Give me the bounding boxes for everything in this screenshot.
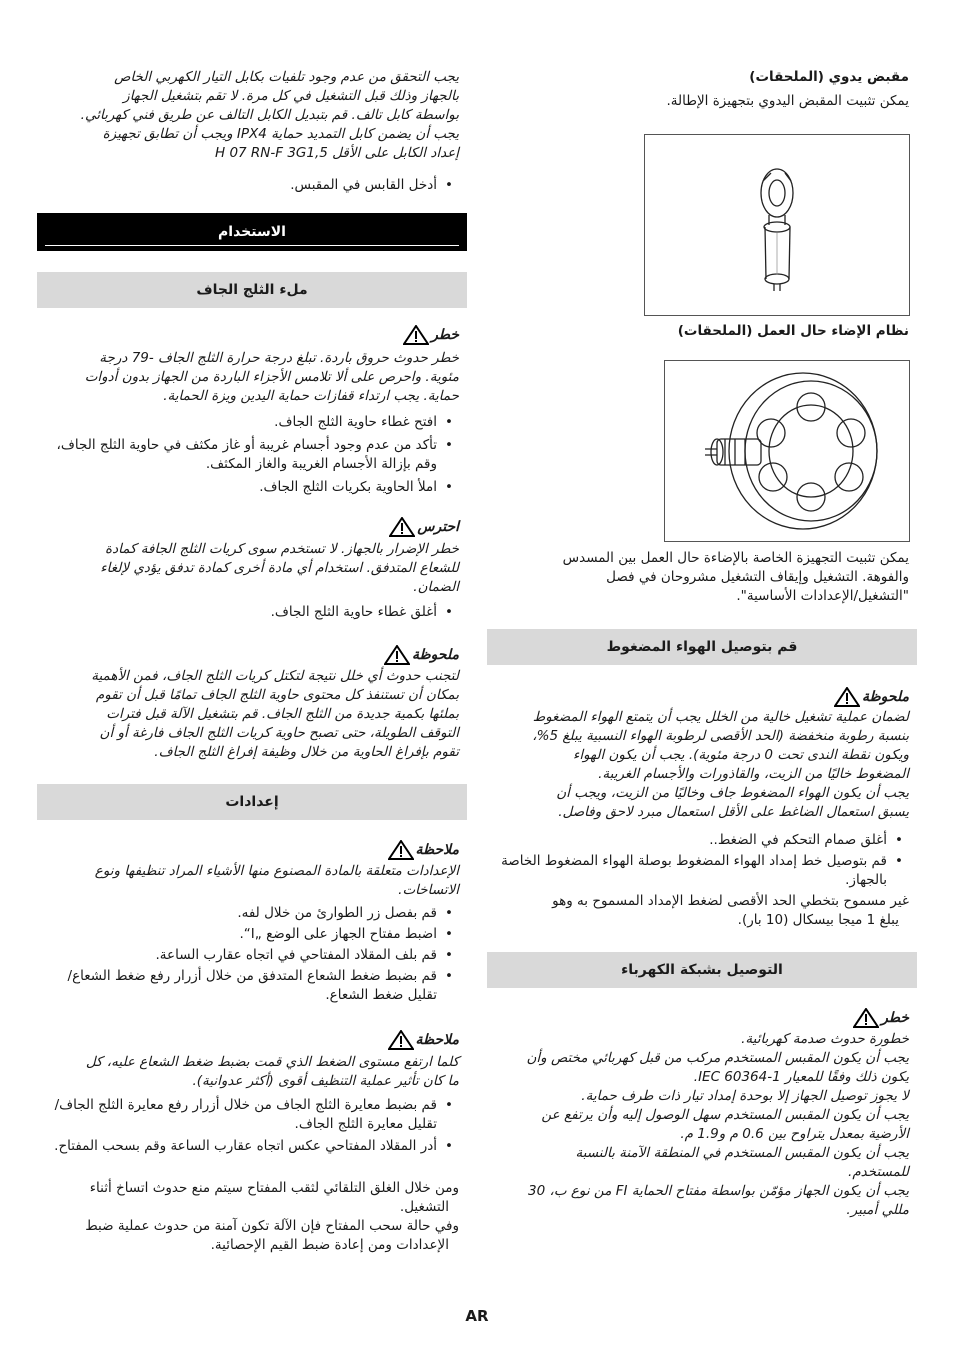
cable-check-text — [34, 68, 459, 163]
fill-warning-line: خطر حدوث حروق باردة. تبلغ درجة حرارة الثلج الجاف -79 درجة — [99, 350, 459, 366]
air-pressure-line: يبلغ 1 ميجا بيسكال (10 بار). — [737, 912, 899, 928]
warning-triangle-icon — [389, 517, 415, 537]
warning-triangle-icon — [388, 1030, 414, 1050]
list-item: • قم بضبط معايرة الثلج الجاف من خلال أزرار رفع معايرة الثلج الجاف/تقليل معايرة الثلج الجاف. — [39, 1096, 459, 1134]
air-note-line: لضمان عملية تشغيل خالية من الخلل يجب أن يتمتع الهواء المضغوط — [532, 709, 909, 725]
list-item: • أدر المقلاد المفتاحي عكس اتجاه عقارب الساعة وقم بسحب المفتاح. — [39, 1137, 459, 1156]
power-line: يكون ذلك وفقًا للمعيار IEC 60364-1. — [693, 1069, 909, 1085]
intro-line: بواسطة كابل تالف. قم بتبديل الكابل التالف عن طريق فني كهربائي. — [80, 107, 459, 123]
power-line: الأرضية بمعدل يتراوح بين 0.6 م و1.9 م. — [680, 1126, 909, 1142]
dosing-steps — [39, 1096, 459, 1156]
fill-warning-label — [403, 325, 459, 345]
list-item: • قم بفصل زر الطوارئ من خلال لفه. — [39, 904, 459, 923]
note2-body — [34, 862, 459, 900]
handle-title: مقبض يدوي (الملحقات) — [749, 69, 909, 85]
note3-text: ملاحظة — [415, 1032, 459, 1048]
air-note-label — [834, 687, 909, 707]
note1-line: بملئها بكمية جديدة من الثلج الجاف. قم بتشغيل الآلة قبل فترات — [106, 706, 459, 722]
list-item: • قم بلف المقلاد المفتاحي في اتجاه عقارب الساعة. — [39, 946, 459, 965]
list-item: • أغلق غطاء حاوية الثلج الجاف. — [29, 603, 459, 622]
closing-line: وفي حالة سحب المفتاح فإن الآلة تكون آمنة من حدوث عملية ضبط — [85, 1218, 459, 1234]
usage-chapter-heading — [37, 213, 467, 251]
power-warning-label — [853, 1008, 909, 1028]
power-line: للمستخدم. — [848, 1164, 909, 1180]
note3-line: ما كان تأثير عملية التنظيف أقوى (أكثر عدوانية). — [192, 1073, 459, 1089]
air-steps — [489, 831, 909, 930]
power-line: يجب أن يكون المقبس المستخدم مركب من قبل كهربائي مختص وأن — [526, 1050, 909, 1066]
air-note-line: ويكون نقطة الندى تحت 0 درجة مئوية). يجب أن يكون الهواء — [573, 747, 909, 763]
warning-triangle-icon — [403, 325, 429, 345]
list-item: • قم بتوصيل خط إمداد الهواء المضغوط بوصلة الهواء المضغوط الخاصة بالجهاز. — [489, 852, 909, 890]
list-item: • تأكد من عدم وجود أجسام غريبة أو غاز مكثف في حاوية الثلج الجاف، وقم بإزالة الأجسام الغريبة والغاز المكثف. — [39, 436, 459, 474]
heading-underline — [45, 245, 459, 246]
handle-figure — [644, 134, 910, 316]
note2-label — [388, 840, 460, 860]
warning-triangle-icon — [388, 840, 414, 860]
note2-line: الإعدادات متعلقة بالمادة المصنوع منها الأشياء المراد تنظيفها ونوع — [94, 863, 459, 879]
note1-line: بمكان أن تستنفذ كل محتوى حاوية الثلج الجاف تمامًا قبل أن تقوم — [95, 687, 459, 703]
caution-line: للشعاع المتدفق. استخدام أي مادة أخرى كمادة تدفق يؤدي لإلغاء — [100, 560, 459, 576]
light-figure — [664, 360, 910, 542]
note3-label — [388, 1030, 460, 1050]
closing-line: ومن خلال الغلق التلقائي لثقب المفتاح سيتم منع حدوث اتساخ أثناء — [89, 1180, 459, 1196]
closing-line: التشغيل. — [399, 1199, 449, 1215]
closing-line: الإعدادات ومن إعادة ضبط القيم الإحصائية. — [210, 1237, 449, 1253]
power-section-heading: التوصيل بشبكة الكهرباء — [487, 952, 917, 988]
power-line: لا يجوز توصيل الجهاز إلا بوحدة إمداد تيار ذات طرف حماية. — [581, 1088, 909, 1104]
power-line: يجب أن يكون المقبس المستخدم سهل الوصول إليه وأن يرتفع عن — [541, 1107, 909, 1123]
power-line: مللي أمبير. — [846, 1202, 909, 1218]
warning-triangle-icon — [853, 1008, 879, 1028]
list-item: • أدخل القابس في المقبس. — [29, 176, 459, 195]
air-note-line: يجب أن يكون الهواء المضغوط جاف وخاليًا من الزيت، ويجب أن — [556, 785, 909, 801]
caution-line: الضمان. — [413, 579, 459, 595]
air-note-line: يسبق استعمال الضاغط على الأقل استعمال مبرد لاحق وفاصل. — [558, 804, 909, 820]
note2-text: ملاحظة — [415, 842, 459, 858]
light-text-3: "التشغيل/الإعدادات الأساسية". — [736, 588, 909, 604]
power-line: يجب أن يكون المقبس المستخدم في المنطقة الآمنة بالنسبة — [575, 1145, 909, 1161]
closing-text — [34, 1179, 459, 1255]
fill-warning-body — [34, 349, 459, 406]
handle-illustration — [645, 135, 909, 315]
caution-label — [389, 517, 459, 537]
language-code: AR — [465, 1307, 489, 1325]
intro-line: بالجهاز وذلك قبل التشغيل في كل مرة. لا تقم بتشغيل الجهاز — [123, 88, 459, 104]
intro-line: يجب أن يضمن كابل التمديد حماية IPX4 ويجب أن تطابق تجهيزة — [102, 126, 459, 142]
air-note-line: بنسبة رطوبة منخفضة (الحد الأقصى لرطوبة الهواء النسبية يبلغ 5%، — [532, 728, 909, 744]
air-note-body — [484, 708, 909, 822]
note1-label — [384, 645, 459, 665]
fill-steps — [39, 413, 459, 497]
power-line: خطورة حدوث صدمة كهربائية. — [741, 1031, 909, 1047]
caution-text: احترس — [417, 519, 459, 535]
fill-warning-line: حماية. يجب ارتداء قفازات حماية اليدين ويزة الحماية. — [163, 388, 459, 404]
air-section-heading: قم بتوصيل الهواء المضغوط — [487, 629, 917, 665]
list-item: • املأ الحاوية بكريات الثلج الجاف. — [39, 478, 459, 497]
usage-heading-text: الاستخدام — [218, 224, 286, 240]
list-item: • قم بضبط ضغط الشعاع المتدفق من خلال أزرار رفع ضغط الشعاع/تقليل ضغط الشعاع. — [39, 967, 459, 1005]
light-title: نظام الإضاء حال العمل (الملحقات) — [677, 323, 909, 339]
caution-body — [34, 540, 459, 597]
power-warning-body — [484, 1030, 909, 1220]
list-item: • أغلق صمام التحكم في الضغط.. — [489, 831, 909, 850]
light-text-2: والفوهة. التشغيل وإيقاف التشغيل مشروحان في فصل — [606, 569, 909, 585]
light-text-1: يمكن تثبيت التجهيزة الخاصة بالإضاءة حال العمل بين المسدس — [562, 550, 909, 566]
note1-line: تقوم بإفراغ الحاوية من خلال وظيفة إفراغ الثلج الجاف. — [154, 744, 459, 760]
note1-body — [34, 667, 459, 762]
settings-section-heading: إعدادات — [37, 784, 467, 820]
list-item: • افتح غطاء حاوية الثلج الجاف. — [39, 413, 459, 432]
lamp-illustration — [665, 361, 909, 541]
power-warning-text: خطر — [881, 1010, 909, 1026]
caution-line: خطر الإضرار بالجهاز. لا تستخدم سوى كريات الثلج الجافة كمادة — [105, 541, 459, 557]
intro-line: يجب التحقق من عدم وجود تلفيات بكابل التيار الكهربي الخاص — [114, 69, 459, 85]
note1-line: التوقف الطويلة، حتى تصبح حاوية كريات الثلج الجاف فارغة أو أن — [99, 725, 459, 741]
handle-text: يمكن تثبيت المقبض اليدوي بتجهيزة الإطالة. — [666, 93, 909, 109]
warning-triangle-icon — [384, 645, 410, 665]
air-note-text: ملحوظة — [861, 689, 909, 705]
power-line: يجب أن يكون الجهاز مؤمّن بواسطة مفتاح الحماية FI من نوع ب، 30 — [528, 1183, 909, 1199]
fill-warning-line: مئوية. واحرص على ألا تلامس الأجزاء الباردة من الجهاز بدون أدوات — [84, 369, 459, 385]
note3-line: كلما ارتفع مستوى الضغط الذي قمت بضبط ضغط الشعاع عليه، كل — [85, 1054, 459, 1070]
note1-text: ملحوظة — [411, 647, 459, 663]
air-note-line: المضغوط خاليًا من الزيت، والقاذورات والأجسام الغريبة. — [598, 766, 909, 782]
settings-steps — [39, 904, 459, 1005]
intro-line: إعداد الكابل على الأقل H 07 RN-F 3G1,5 — [215, 145, 459, 161]
list-item: • اضبط مفتاح الجهاز على الوضع „I“. — [39, 925, 459, 944]
note2-line: الاتساخات. — [398, 882, 459, 898]
note1-line: لتجنب حدوث أي خلل نتيجة لتكتل كريات الثلج الجاف، فمن الأهمية — [91, 668, 459, 684]
air-pressure-line: غير مسموح بتخطي الحد الأقصى لضغط الإمداد المسموح به وهو — [552, 893, 909, 909]
note3-body — [34, 1053, 459, 1091]
fill-section-heading: ملء الثلج الجاف — [37, 272, 467, 308]
fill-warning-text: خطر — [431, 327, 459, 343]
warning-triangle-icon — [834, 687, 860, 707]
